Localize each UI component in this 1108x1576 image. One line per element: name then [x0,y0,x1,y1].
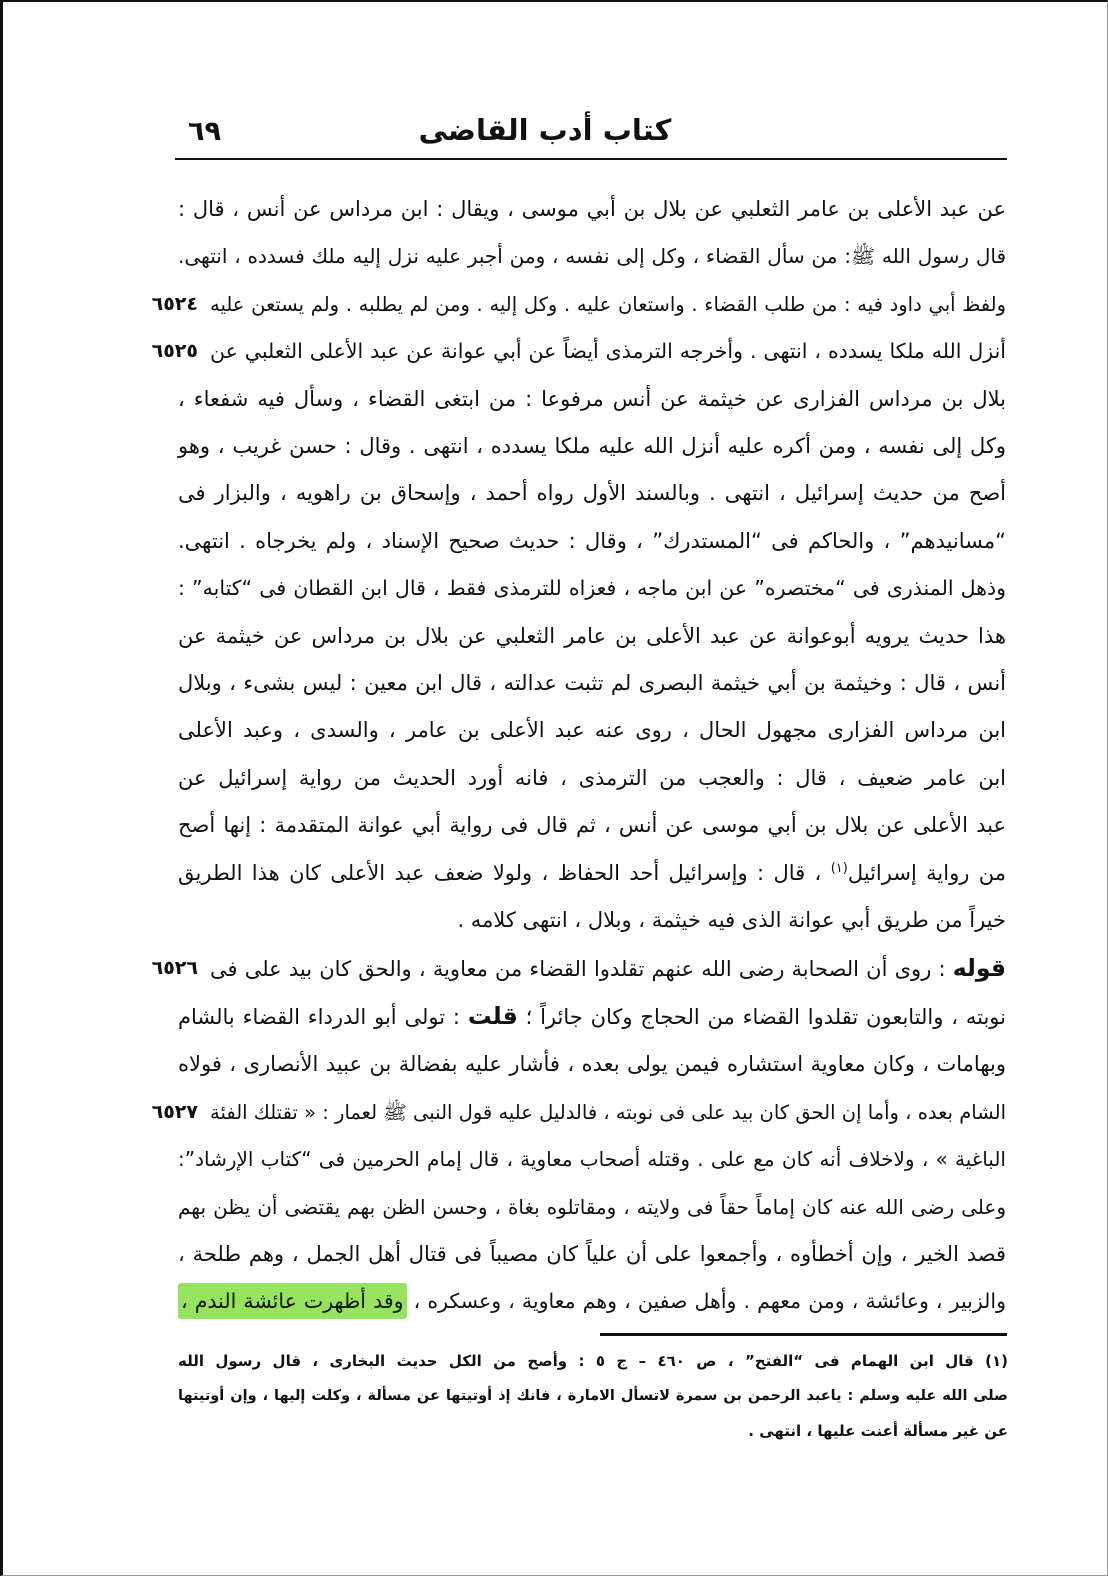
keyword-label: قوله [952,953,1006,982]
footnote-line: عن غير مسألة أعنت عليها ، انتهى . [748,1422,1008,1440]
line-text: ولفظ أبي داود فيه : من طلب القضاء . واستعان عليه . وكل إليه . ومن لم يطلبه . ولم يستعن عليه [210,292,1006,316]
body-line [178,470,1006,517]
body-line [178,518,1006,565]
hadith-number: ٦٥٢٧ [151,1100,198,1123]
hadith-number: ٦٥٢٥ [151,340,198,363]
line-text: هذا حديث يرويه أبوعوانة عن عبد الأعلى بن عامر الثعلبي عن بلال بن مرداس عن خيثمة عن [178,623,1006,648]
footnotes [178,1344,1008,1449]
line-text: من رواية إسرائيل [847,860,1006,885]
footnote-marker: (١) [830,860,848,876]
body-line [178,707,1006,754]
body-line [178,897,1006,944]
line-text: بلال بن مرداس الفزارى عن خيثمة عن أنس مرفوعا : من ابتغى القضاء ، وسأل فيه شفعاء ، [178,386,1006,411]
body-line [178,186,1006,233]
line-text: أنزل الله ملكا يسدده ، انتهى . وأخرجه الترمذى أيضاً عن أبي عوانة عن عبد الأعلى الثعلبي عن [210,339,1006,364]
line-text: وبهامات ، وكان معاوية استشاره فيمن يولى بعده ، فأشار عليه بفضالة بن عبيد الأنصارى ، فولاه [178,1052,1006,1077]
line-text: وعلى رضى الله عنه كان إماماً حقاً فى ولايته ، ومقاتلوه بغاة ، وحسن الظن بهم يقتضى أن يظن بهم [178,1194,1006,1219]
body-line [178,1278,1006,1325]
body-line [178,233,1006,280]
body-line [178,850,1006,897]
body-line [178,755,1006,802]
body-line [178,1136,1006,1183]
body-line [151,281,1006,328]
line-text: قصد الخير ، وإن أخطأوه ، وأجمعوا على أن علياً كان مصيباً فى قتال أهل الجمل ، وهم طلحة ، [178,1241,1006,1266]
body-line [178,376,1006,423]
footnote-line: صلى الله عليه وسلم : ياعبد الرحمن بن سمرة لاتسأل الامارة ، فانك إذ أوتيتها عن مسألة ، وكلت إليها ، وإن أوتيتها [178,1388,1008,1404]
body-line [151,328,1006,375]
hadith-number: ٦٥٢٤ [151,292,198,315]
body-line [178,660,1006,707]
line-text: أنس ، قال : وخيثمة بن أبي خيثمة البصرى لم تثبت عدالته ، قال ابن معين : ليس بشىء ، وبلال [178,671,1006,696]
page-number: ٦٩ [188,116,221,147]
body-line [151,1089,1006,1136]
body-line [151,945,1006,993]
highlighted-text: وقد أظهرت عائشة الندم ، [178,1283,407,1319]
line-text: الباغية » ، ولاخلاف أنه كان مع على . وقتله أصحاب معاوية ، قال إمام الحرمين فى “كتاب الإرشاد”: [178,1147,1006,1172]
page-title: كتاب أدب القاضى [418,113,672,147]
body-line [178,613,1006,660]
line-text: الشام بعده ، وأما إن الحق كان بيد على فى نوبته ، فالدليل عليه قول النبى ﷺ لعمار : « تقتلك الفئة [210,1100,1006,1124]
footnote-line: (١) قال ابن الهمام فى “الفتح” ، ص ٤٦٠ – ج ٥ : وأصح من الكل حديث البخارى ، قال رسول الله [178,1352,1009,1370]
line-text: أصح من حديث إسرائيل ، انتهى . وبالسند الأول رواه أحمد ، وإسحاق بن راهويه ، والبزار فى [178,481,1006,506]
body-line [178,1041,1006,1088]
body-line [178,993,1006,1041]
header-rule [175,158,1007,160]
keyword-label: قلت [467,1001,518,1030]
line-text: عبد الأعلى عن بلال بن أبي موسى عن أنس ، ثم قال فى رواية أبي عوانة المتقدمة : إنها أصح [178,813,1006,838]
body-line [178,1231,1006,1278]
line-text: والزبير ، وعائشة ، ومن معهم . وأهل صفين ، وهم معاوية ، وعسكره ، [406,1289,1006,1314]
footnote-separator [600,1333,1007,1336]
line-text: عن عبد الأعلى بن عامر الثعلبي عن بلال بن أبي موسى ، ويقال : ابن مرداس عن أنس ، قال : [178,197,1006,221]
line-text: قال رسول الله ﷺ: من سأل القضاء ، وكل إلى نفسه ، ومن أجبر عليه نزل إليه ملك فسدده ، انتهى. [178,244,1006,269]
line-text: خيراً من طريق أبي عوانة الذى فيه خيثمة ، وبلال ، انتهى كلامه . [457,908,1006,933]
line-text: نوبته ، والتابعون تقلدوا القضاء من الحجاج وكان جائراً ؛ [517,1004,1007,1029]
line-text: : تولى أبو الدرداء القضاء بالشام [178,1004,468,1029]
hadith-number: ٦٥٢٦ [151,956,198,979]
line-text: “مسانيدهم” ، والحاكم فى “المستدرك” ، وقال : حديث صحيح الإسناد ، ولم يخرجاه . انتهى. [178,528,1006,553]
line-text: ابن مرداس الفزارى مجهول الحال ، روى عنه عبد الأعلى بن عامر ، والسدى ، وعبد الأعلى [178,718,1006,743]
line-text: وذهل المنذرى فى “مختصره” عن ابن ماجه ، فعزاه للترمذى فقط ، قال ابن القطان فى “كتابه” : [178,576,1006,601]
line-text: وكل إلى نفسه ، ومن أكره عليه أنزل الله عليه ملكا يسدده ، انتهى . وقال : حسن غريب ، وهو [178,434,1006,459]
line-text: : روى أن الصحابة رضى الله عنهم تقلدوا القضاء من معاوية ، والحق كان بيد على فى [210,956,953,981]
body-line [178,802,1006,849]
body-line [178,423,1006,470]
body-line [178,1184,1006,1231]
line-text: ابن عامر ضعيف ، قال : والعجب من الترمذى ، فانه أورد الحديث من رواية إسرائيل عن [178,765,1006,790]
line-text: ، قال : وإسرائيل أحد الحفاظ ، ولولا ضعف عبد الأعلى كان هذا الطريق [178,860,831,885]
body-text [151,186,1007,1326]
body-line [178,565,1006,612]
